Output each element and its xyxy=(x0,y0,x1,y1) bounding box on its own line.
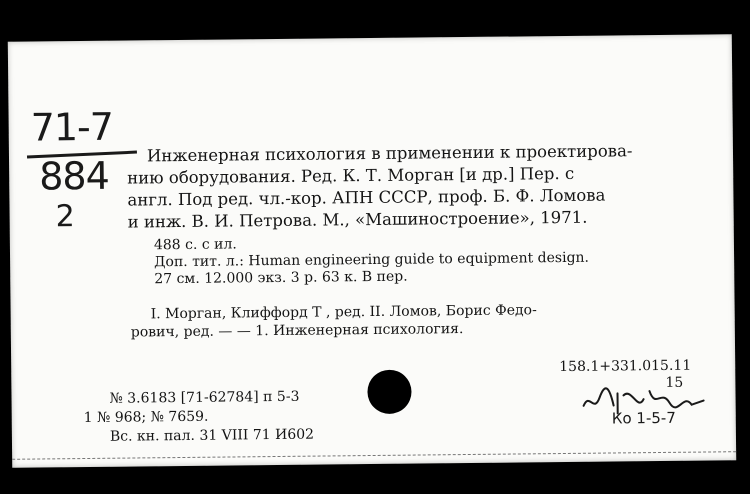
handwritten-code: Ко 1-5-7 xyxy=(611,408,676,428)
classification-number: 15 xyxy=(665,374,684,391)
entry-line-4: и инж. В. И. Петрова. М., «Машиностроение», 1971. xyxy=(127,207,588,232)
call-number-line1: 71-7 xyxy=(30,104,114,150)
entry-line-2: нию оборудования. Ред. К. Т. Морган [и др.] Пер. с xyxy=(127,163,575,188)
footer-line-1: № 3.6183 [71-62784] п 5-3 xyxy=(109,388,300,407)
entry-line-1: Инженерная психология в применении к проектирова- xyxy=(146,141,633,166)
call-number-mark: 2 xyxy=(55,199,75,235)
call-number-line2: 884 xyxy=(38,153,109,199)
udc-classification: 158.1+331.015.11 xyxy=(559,357,692,376)
card-bottom-edge xyxy=(12,450,736,460)
tracings-line-2: рович, ред. — — 1. Инженерная психология. xyxy=(130,321,464,341)
details-line-2: Доп. тит. л.: Human engineering guide to equipment design. xyxy=(154,249,590,271)
footer-line-3: Вс. кн. пал. 31 VIII 71 И602 xyxy=(109,426,315,445)
punch-hole xyxy=(367,370,411,414)
catalog-card xyxy=(8,34,736,468)
tracings-line-1: I. Морган, Клиффорд Т , ред. II. Ломов, Борис Федо- xyxy=(150,302,537,323)
footer-line-2: 1 № 968; № 7659. xyxy=(83,408,209,427)
details-line-3: 27 см. 12.000 экз. 3 р. 63 к. В пер. xyxy=(154,268,408,288)
entry-line-3: англ. Под ред. чл.-кор. АПН СССР, проф. Б. Ф. Ломова xyxy=(127,185,606,210)
details-line-1: 488 с. с ил. xyxy=(153,236,237,254)
